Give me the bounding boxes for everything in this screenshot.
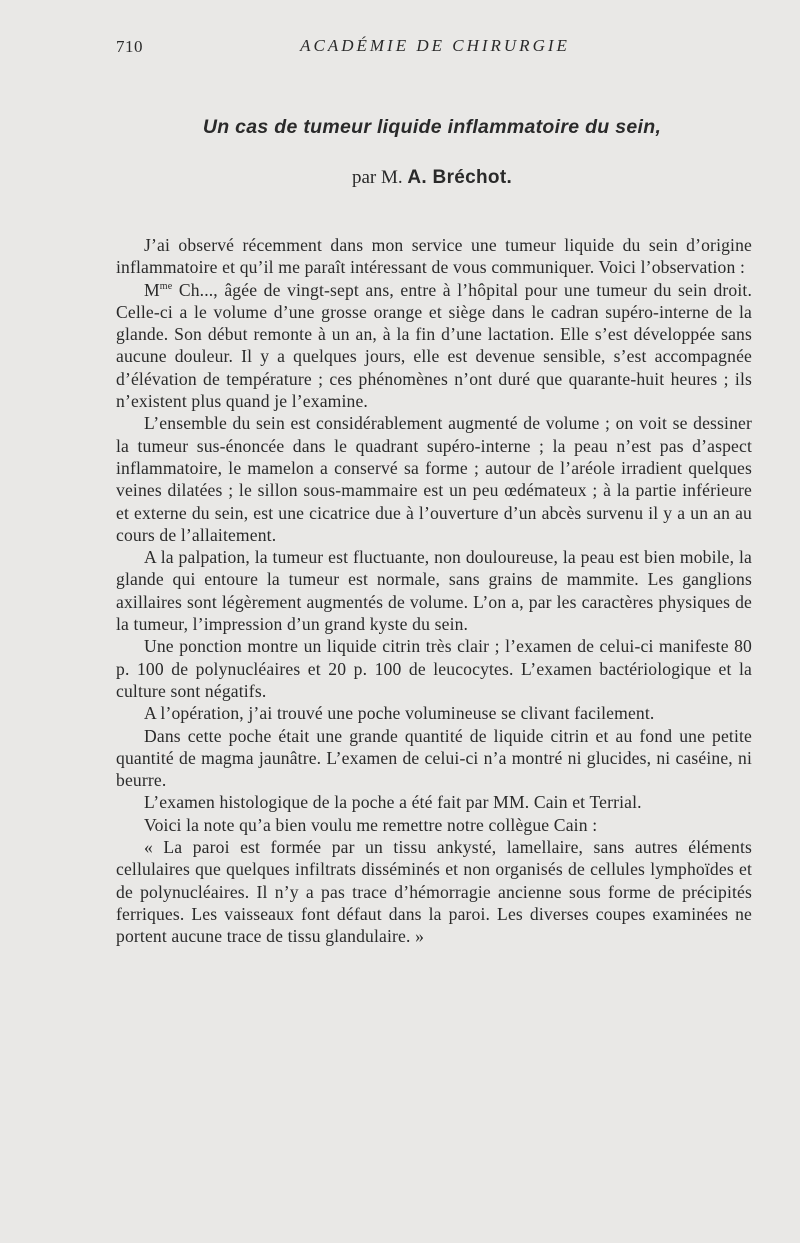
article-body bbox=[116, 234, 752, 948]
paragraph: J’ai observé récemment dans mon service une tumeur liquide du sein d’origine inflammatoire et qu’il me paraît intéressant de vous communiquer. Voici l’observation : bbox=[116, 235, 752, 278]
paragraph: Une ponction montre un liquide citrin très clair ; l’examen de celui-ci manifeste 80 p. 100 de polynucléaires et 20 p. 100 de leucocytes. L’examen bactériologique et la culture sont négatifs. bbox=[116, 636, 752, 701]
paragraph: Dans cette poche était une grande quantité de liquide citrin et au fond une petite quantité de magma jaunâtre. L’examen de celui-ci n’a montré ni glucides, ni caséine, ni beurre. bbox=[116, 725, 752, 791]
paragraph: A l’opération, j’ai trouvé une poche volumineuse se clivant facilement. bbox=[144, 703, 655, 724]
paragraph: Voici la note qu’a bien voulu me remettre notre collègue Cain : bbox=[144, 814, 598, 835]
paragraph: $M^{me}$ Ch..., âgée de vingt-sept ans, entre à l’hôpital pour une tumeur du sein droit. Celle-ci a le volume d’une grosse orange et siège dans le cadran supéro-interne de la glande. Son début remonte à un an, à la fin d’une lactation. Elle s’est développée sans aucune douleur. Il y a quelques jours, elle est devenue sensible, s’est accompagnée d’élévation de température ; ces phénomènes n’ont duré que quarante-huit heures ; ils n’existent plus quand je l’examine. bbox=[116, 279, 752, 412]
running-head: ACADÉMIE DE CHIRURGIE bbox=[300, 36, 570, 55]
paragraph: « La paroi est formée par un tissu ankysté, lamellaire, sans autres éléments cellulaires que quelques infiltrats disséminés et non organisés de cellules lymphoïdes et de polynucléaires. Il n’y a pas trace d’hémorragie ancienne sous forme de précipités ferriques. Les vaisseaux font défaut dans la paroi. Les diverses coupes examinées ne portent aucune trace de tissu glandulaire. » bbox=[116, 837, 752, 947]
byline-prefix: par M. bbox=[351, 167, 403, 188]
page-number: 710 bbox=[116, 37, 143, 56]
byline bbox=[116, 167, 748, 189]
author-name: A. Bréchot. bbox=[407, 167, 513, 188]
article-title: Un cas de tumeur liquide inflammatoire du sein, bbox=[202, 116, 662, 138]
paragraph: L’ensemble du sein est considérablement augmenté de volume ; on voit se dessiner la tumeur sus-énoncée dans le quadrant supéro-interne ; la peau n’est pas d’aspect inflammatoire, le mamelon a conservé sa forme ; autour de l’aréole irradient quelques veines dilatées ; le sillon sous-mammaire est un peu œdémateux ; à la partie inférieure et externe du sein, est une cicatrice due à l’ouverture d’un abcès survenu il y a un an au cours de l’allaitement. bbox=[116, 413, 752, 545]
paragraph: L’examen histologique de la poche a été fait par MM. Cain et Terrial. bbox=[144, 792, 642, 813]
paragraph: A la palpation, la tumeur est fluctuante, non douloureuse, la peau est bien mobile, la glande qui entoure la tumeur est normale, sans grains de mammite. Les ganglions axillaires sont légèrement augmentés de volume. L’on a, par les caractères physiques de la tumeur, l’impression d’un grand kyste du sein. bbox=[116, 547, 752, 635]
